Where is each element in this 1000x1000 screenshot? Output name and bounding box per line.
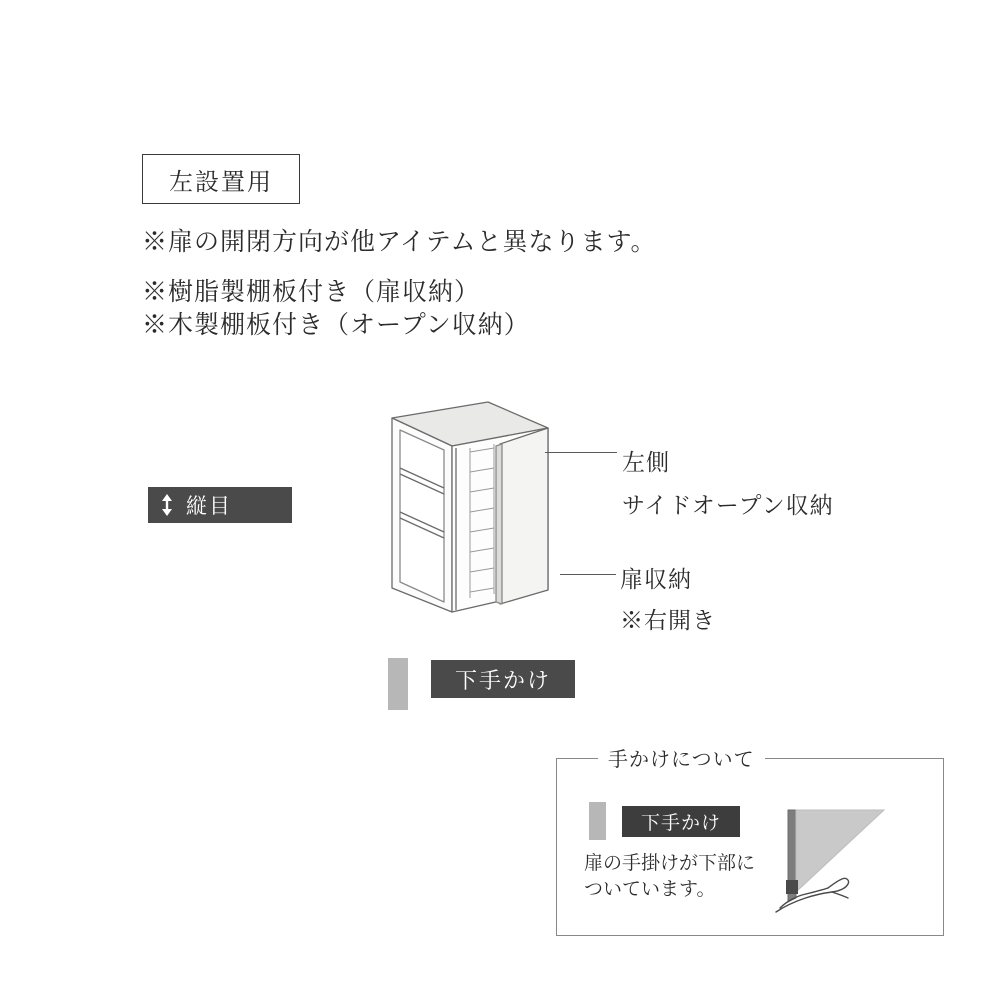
cabinet-illustration-icon bbox=[370, 390, 630, 630]
info-description-line1: 扉の手掛けが下部に bbox=[584, 853, 756, 874]
door-panel-icon bbox=[774, 780, 934, 930]
note-door-direction: ※扉の開閉方向が他アイテムと異なります。 bbox=[142, 228, 657, 256]
callout-left-side: 左側 bbox=[622, 449, 670, 475]
info-panel-title: 手かけについて bbox=[598, 743, 765, 772]
info-description-line2: ついています。 bbox=[584, 878, 716, 900]
handle-lower-badge bbox=[431, 660, 575, 698]
info-handle-swatch-icon bbox=[589, 802, 606, 840]
handle-info-panel bbox=[556, 749, 944, 936]
leader-line-door-storage bbox=[560, 574, 616, 575]
note-resin-shelf: ※樹脂製棚板付き（扉収納） bbox=[142, 278, 481, 306]
left-install-badge bbox=[142, 154, 300, 204]
grain-direction-badge bbox=[148, 487, 292, 523]
arrow-up-down-icon bbox=[158, 493, 176, 517]
handle-lower-badge-label: 下手かけ bbox=[454, 667, 551, 693]
callout-side-open-storage: サイドオープン収納 bbox=[622, 492, 834, 518]
handle-swatch-icon bbox=[388, 658, 408, 710]
callout-door-storage: 扉収納 bbox=[620, 566, 692, 592]
note-wood-shelf: ※木製棚板付き（オープン収納） bbox=[142, 311, 530, 339]
info-handle-badge bbox=[622, 806, 740, 837]
callout-right-opening: ※右開き bbox=[620, 607, 716, 633]
info-panel-description bbox=[584, 851, 755, 902]
handle-badge-row bbox=[388, 658, 578, 710]
grain-direction-label: 縦目 bbox=[186, 495, 232, 518]
info-handle-badge-label: 下手かけ bbox=[640, 813, 721, 834]
leader-line-side-open bbox=[545, 452, 617, 453]
left-install-badge-label: 左設置用 bbox=[169, 168, 273, 196]
